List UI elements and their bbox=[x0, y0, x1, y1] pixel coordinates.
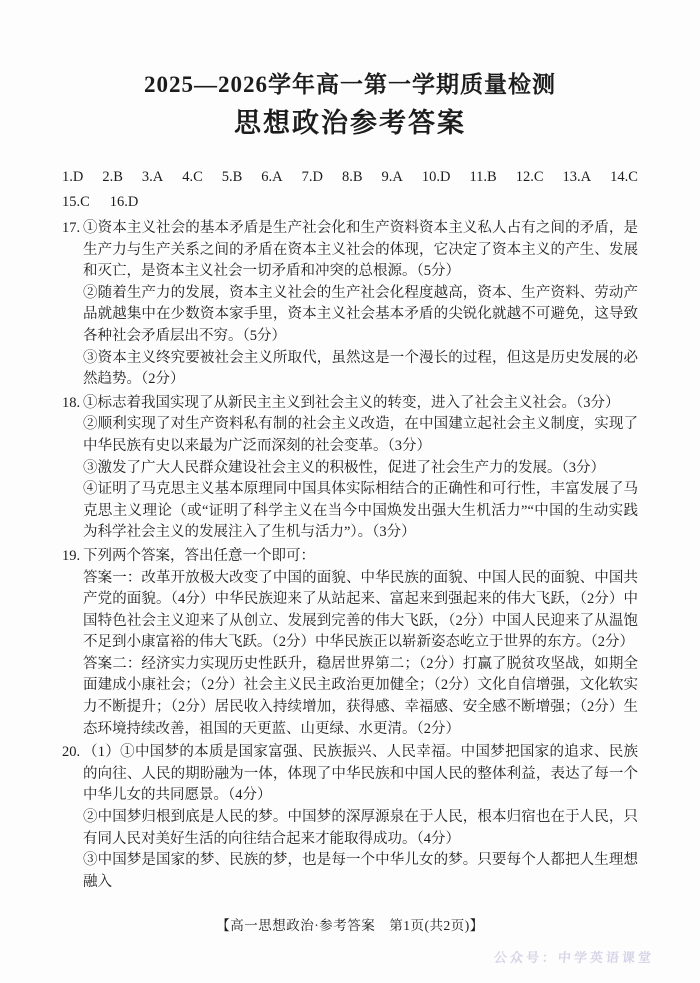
question-number: 18. bbox=[62, 394, 81, 411]
watermark: 公众号：中学英语课堂 bbox=[493, 950, 655, 965]
choice-answer-row bbox=[62, 190, 638, 215]
question-part: ①资本主义社会的基本矛盾是生产社会化和生产资料资本主义私人占有之间的矛盾，是生产力与生产关系之间的矛盾在资本主义社会的体现，它决定了资本主义的产生、发展和灭亡，是资本主义社会一切矛盾和冲突的总根源。（5分） bbox=[83, 220, 638, 280]
question-part: 答案二：经济实力实现历史性跃升，稳居世界第二；（2分）打赢了脱贫攻坚战，如期全面建成小康社会；（2分）社会主义民主政治更加健全；（2分）文化自信增强，文化软实力不断提升；（2分）居民收入持续增加，获得感、幸福感、安全感不断增强；（2分）生态环境持续改善，祖国的天更蓝、山更绿、水更清。（2分） bbox=[83, 655, 638, 737]
question-20 bbox=[62, 742, 638, 893]
question-number: 19. bbox=[62, 547, 81, 564]
choice-answers bbox=[62, 165, 638, 215]
choice-answer: 2.B bbox=[102, 169, 123, 185]
question-part: （1）①中国梦的本质是国家富强、民族振兴、人民幸福。中国梦把国家的追求、民族的向往、人民的期盼融为一体，体现了中华民族和中国人民的整体利益，表达了每一个中华儿女的共同愿景。（4分） bbox=[83, 744, 638, 804]
question-number: 20. bbox=[62, 744, 81, 761]
choice-answer: 1.D bbox=[62, 169, 84, 185]
page-footer: 【高一思想政治·参考答案 第1页(共2页)】 bbox=[216, 918, 484, 933]
question-17 bbox=[62, 218, 638, 391]
question-part: ③激发了广大人民群众建设社会主义的积极性，促进了社会生产力的发展。（3分） bbox=[83, 459, 605, 476]
question-part: 答案一：改革开放极大改变了中国的面貌、中华民族的面貌、中国人民的面貌、中国共产党的面貌。（4分）中华民族迎来了从站起来、富起来到强起来的伟大飞跃，（2分）中国特色社会主义迎来了从创立、发展到完善的伟大飞跃，（2分）中国人民迎来了从温饱不足到小康富裕的伟大飞跃。（2分）中华民族正以崭新姿态屹立于世界的东方。（2分） bbox=[83, 569, 638, 651]
question-part: ②随着生产力的发展，资本主义社会的生产社会化程度越高，资本、生产资料、劳动产品就越集中在少数资本家手里，资本主义社会基本矛盾的尖锐化就越不可避免，这导致各种社会矛盾层出不穷。（5分） bbox=[83, 284, 638, 344]
choice-answer: 6.A bbox=[261, 169, 283, 185]
choice-answer: 7.D bbox=[301, 169, 323, 185]
question-part: ①标志着我国实现了从新民主主义到社会主义的转变，进入了社会主义社会。（3分） bbox=[83, 394, 620, 411]
choice-answer: 13.A bbox=[562, 169, 592, 185]
document-content bbox=[62, 0, 638, 895]
choice-answer: 12.C bbox=[515, 169, 544, 185]
choice-answer: 4.C bbox=[182, 169, 203, 185]
choice-answer: 15.C bbox=[62, 194, 90, 210]
choice-answer: 10.D bbox=[421, 169, 451, 185]
question-part: ④证明了马克思主义基本原理同中国具体实际相结合的正确性和可行性，丰富发展了马克思主义理论（或“证明了科学主义在当今中国焕发出强大生机活力”“中国的生动实践为科学社会主义的发展注入了生机与活力”）。（3分） bbox=[83, 481, 638, 541]
question-part: ③资本主义终究要被社会主义所取代，虽然这是一个漫长的过程，但这是历史发展的必然趋势。（2分） bbox=[83, 349, 638, 388]
choice-answer: 3.A bbox=[141, 169, 164, 185]
choice-answer: 16.D bbox=[109, 194, 139, 210]
choice-answer: 9.A bbox=[381, 169, 403, 185]
choice-answer: 8.B bbox=[341, 169, 363, 185]
question-19 bbox=[62, 546, 638, 740]
choice-answer: 11.B bbox=[469, 169, 497, 185]
choice-answer-row bbox=[62, 165, 638, 190]
question-part: ③中国梦是国家的梦、民族的梦，也是每一个中华儿女的梦。只要每个人都把人生理想融入 bbox=[83, 852, 638, 890]
question-part: 下列两个答案，答出任意一个即可： bbox=[83, 547, 315, 564]
questions bbox=[62, 218, 638, 893]
question-number: 17. bbox=[62, 220, 81, 236]
choice-answer: 5.B bbox=[221, 169, 243, 185]
question-part: ②顺利实现了对生产资料私有制的社会主义改造，在中国建立起社会主义制度，实现了中华民族有史以来最为广泛而深刻的社会变革。（3分） bbox=[83, 416, 638, 454]
question-18 bbox=[62, 393, 638, 544]
question-part: ②中国梦归根到底是人民的梦。中国梦的深厚源泉在于人民，根本归宿也在于人民，只有同人民对美好生活的向往结合起来才能取得成功。（4分） bbox=[83, 809, 638, 847]
subject-title: 思想政治参考答案 bbox=[234, 108, 466, 138]
choice-answer: 14.C bbox=[610, 169, 638, 185]
exam-title: 2025—2026学年高一第一学期质量检测 bbox=[144, 72, 556, 97]
